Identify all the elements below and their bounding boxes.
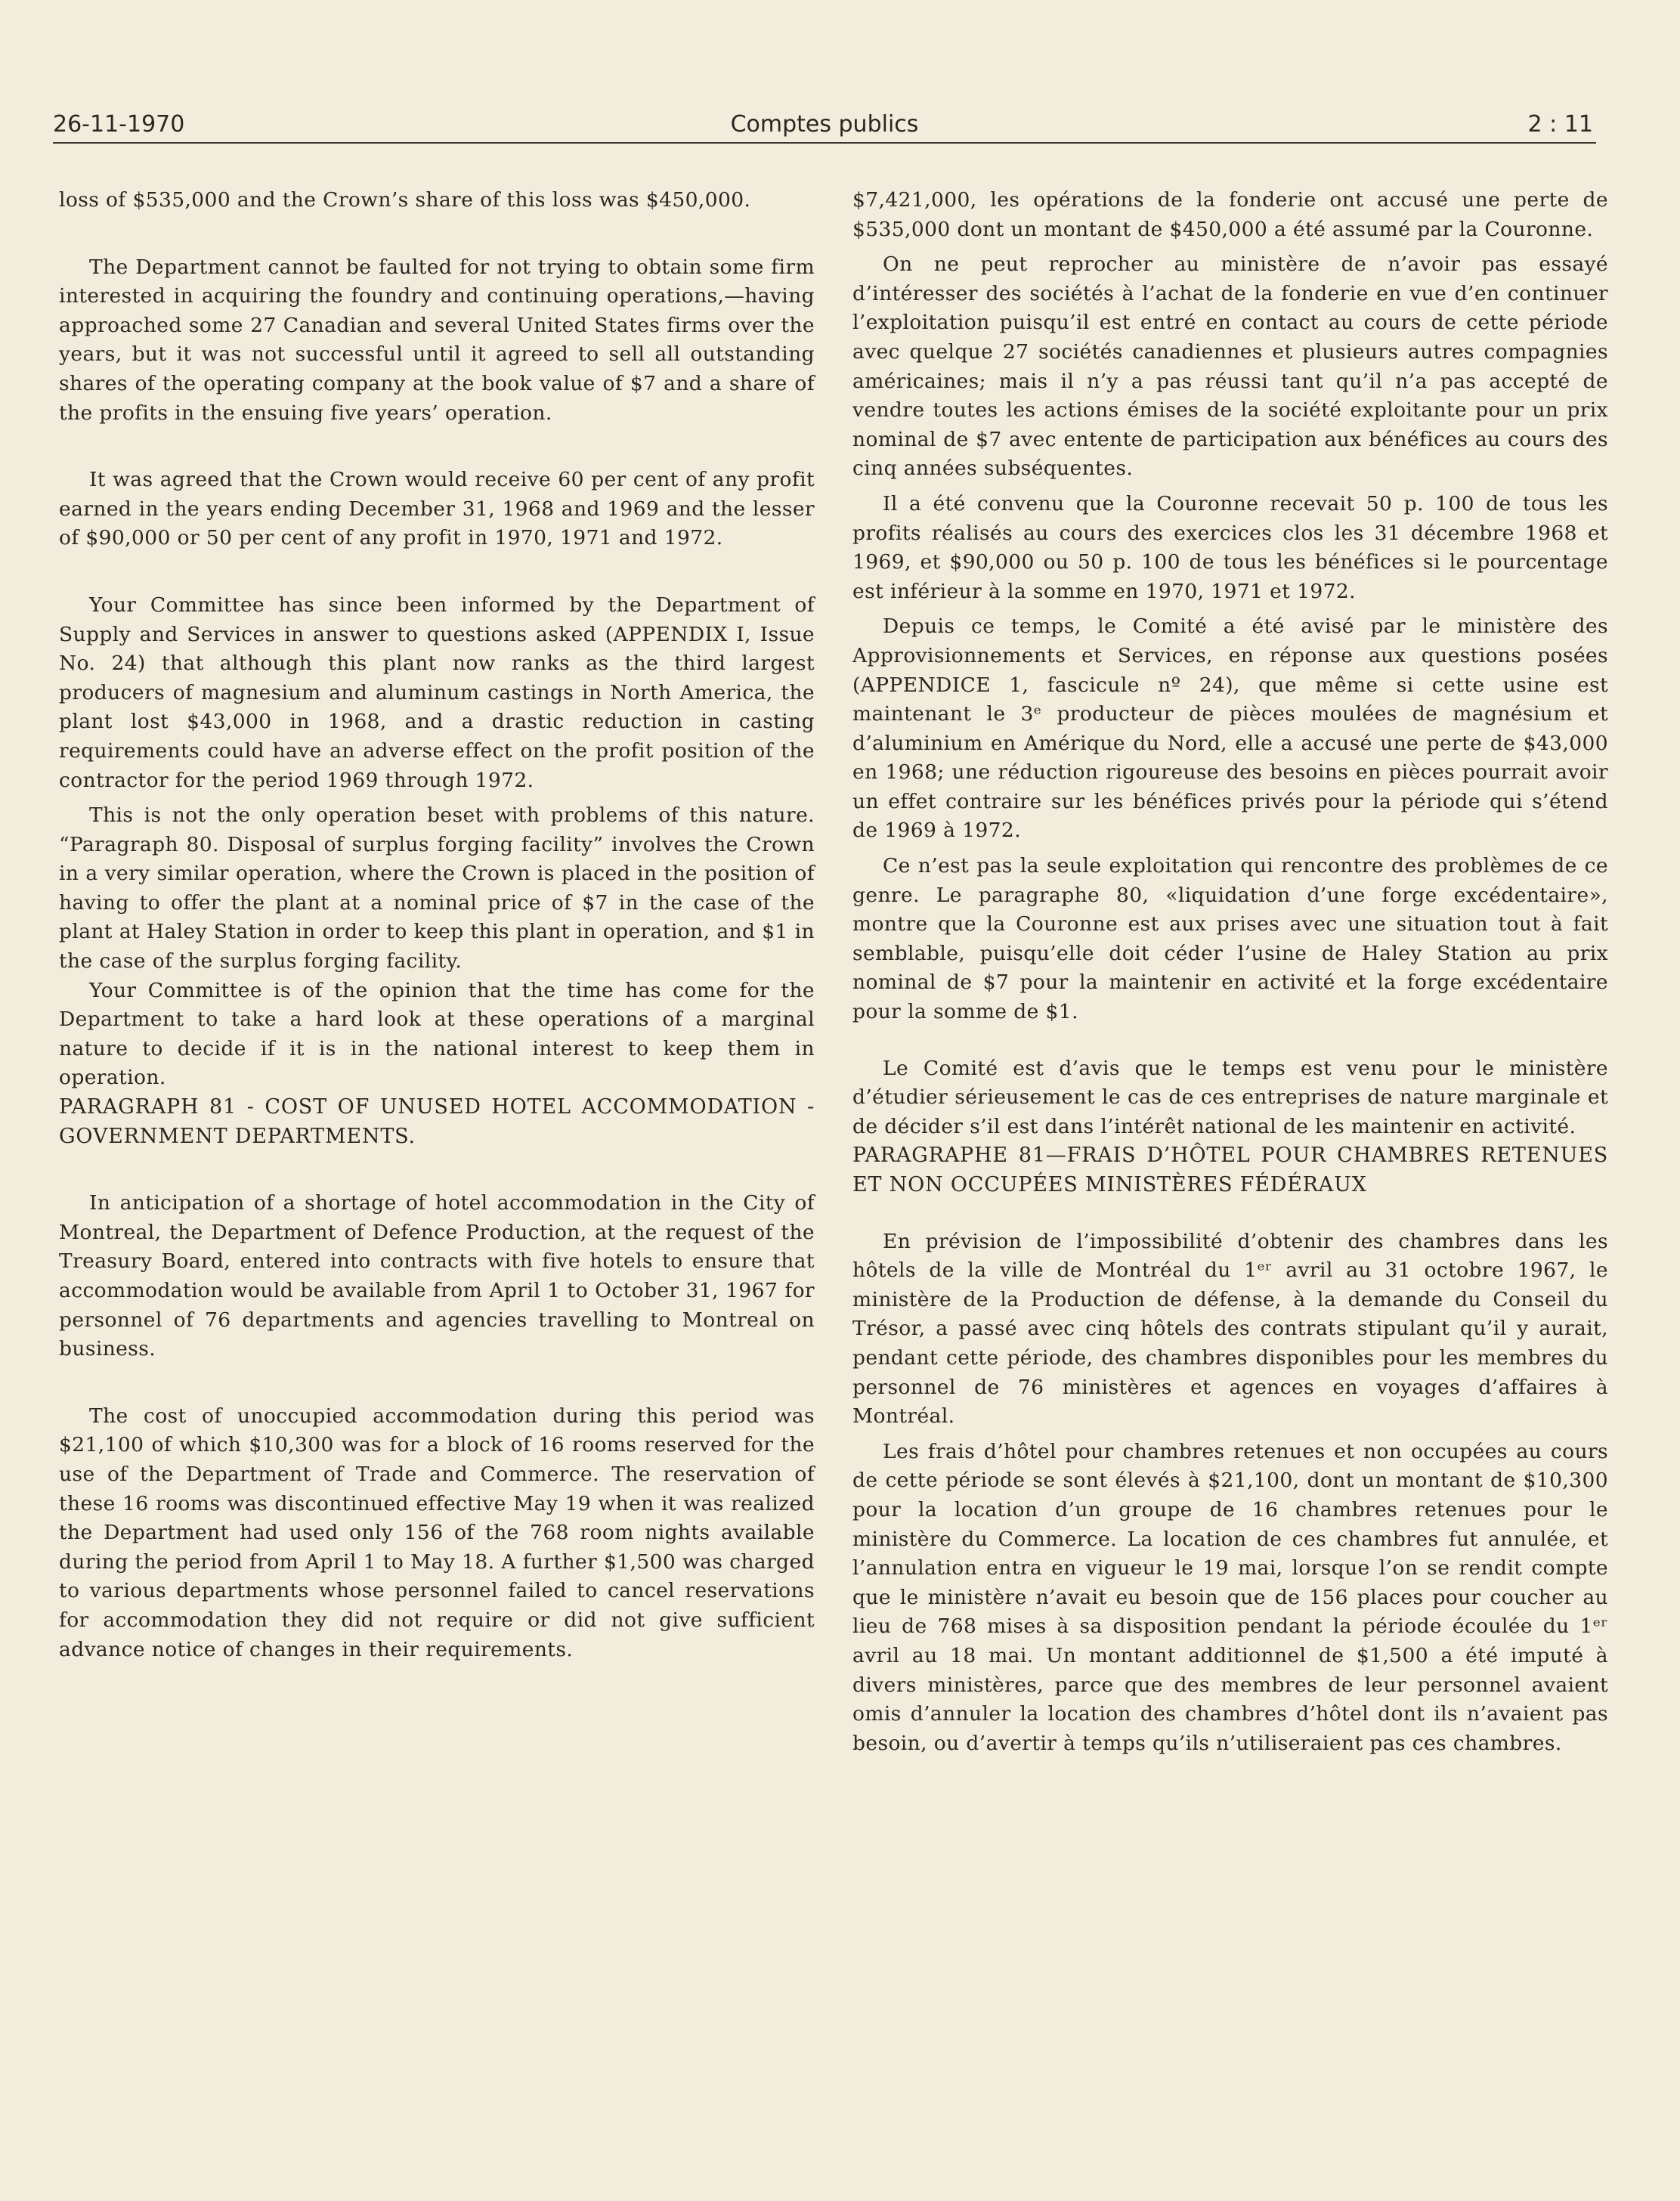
header-title: Comptes publics bbox=[730, 111, 919, 138]
fr-paragraph-4: Depuis ce temps, le Comité a été avisé par le ministère des Approvisionnements et Services, en réponse aux questions posées (APPENDICE 1, fascicule nº 24), que même si cette usine est maintenant le 3ᵉ producteur de pièces moulées de magnésium et d’aluminium en Amérique du Nord, elle a accusé une perte de $43,000 en 1968; une réduction rigoureuse des besoins en pièces pourrait avoir un effet contraire sur les bénéfices privés pour la période qui s’étend de 1969 à 1972. bbox=[852, 614, 1608, 843]
fr-paragraph-7: En prévision de l’impossibilité d’obtenir des chambres dans les hôtels de la ville de Montréal du 1ᵉʳ avril au 31 octobre 1967, le ministère de la Production de défense, à la demande du Conseil du Trésor, a passé avec cinq hôtels des contrats stipulant qu’il y aurait, pendant cette période, des chambres disponibles pour les membres du personnel de 76 ministères et agences en voyages d’affaires à Montréal. bbox=[852, 1229, 1608, 1429]
fr-paragraph-6: Le Comité est d’avis que le temps est venu pour le ministère d’étudier sérieusement le cas de ces entreprises de nature marginale et de décider s’il est dans l’intérêt national de les maintenir en activité. bbox=[852, 1056, 1608, 1138]
en-paragraph-8: The cost of unoccupied accommodation during this period was $21,100 of which $10,300 was for a block of 16 rooms reserved for the use of the Department of Trade and Commerce. The reservation of these 16 rooms was discontinued effective May 19 when it was realized the Department had used only 156 of the 768 room nights available during the period from April 1 to May 18. A further $1,500 was charged to various departments whose personnel failed to cancel reservations for accommodation they did not require or did not give sufficient advance notice of changes in their requirements. bbox=[59, 1404, 815, 1661]
en-paragraph-5: This is not the only operation beset with problems of this nature. “Paragraph 80. Disposal of surplus forging facility” involves the Crown in a very similar operation, where the Crown is placed in the position of having to offer the plant at a nominal price of $7 in the case of the plant at Haley Station in order to keep this plant in operation, and $1 in the case of the surplus forging facility. bbox=[59, 803, 815, 974]
fr-paragraph-1: $7,421,000, les opérations de la fonderie ont accusé une perte de $535,000 dont un montant de $450,000 a été assumé par la Couronne. bbox=[852, 188, 1608, 241]
page-header bbox=[53, 100, 1596, 144]
french-column bbox=[852, 186, 1608, 1758]
fr-paragraph-2: On ne peut reprocher au ministère de n’avoir pas essayé d’intéresser des sociétés à l’achat de la fonderie en vue d’en continuer l’exploitation puisqu’il est entré en contact au cours de cette période avec quelque 27 sociétés canadiennes et plusieurs autres compagnies américaines; mais il n’y a pas réussi tant qu’il n’a pas accepté de vendre toutes les actions émises de la société exploitante pour un prix nominal de $7 avec entente de participation aux bénéfices au cours des cinq années subséquentes. bbox=[852, 252, 1608, 481]
en-section-heading: PARAGRAPH 81 - COST OF UNUSED HOTEL ACCOMMODATION - GOVERNMENT DEPARTMENTS. bbox=[59, 1095, 815, 1148]
en-paragraph-4: Your Committee has since been informed by the Department of Supply and Services in answer to questions asked (APPENDIX I, Issue No. 24) that although this plant now ranks as the third largest producers of magnesium and aluminum castings in North America, the plant lost $43,000 in 1968, and a drastic reduction in casting requirements could have an adverse effect on the profit position of the contractor for the period 1969 through 1972. bbox=[59, 593, 815, 792]
header-date: 26-11-1970 bbox=[53, 111, 185, 138]
en-paragraph-7: In anticipation of a shortage of hotel accommodation in the City of Montreal, the Department of Defence Production, at the request of the Treasury Board, entered into contracts with five hotels to ensure that accommodation would be available from April 1 to October 31, 1967 for personnel of 76 departments and agencies travelling to Montreal on business. bbox=[59, 1191, 815, 1361]
header-page-number: 2 : 11 bbox=[1527, 111, 1593, 138]
english-column bbox=[59, 186, 815, 1664]
fr-section-heading: PARAGRAPHE 81—FRAIS D’HÔTEL POUR CHAMBRES RETENUES ET NON OCCUPÉES MINISTÈRES FÉDÉRAUX bbox=[852, 1144, 1608, 1196]
en-paragraph-1: loss of $535,000 and the Crown’s share of this loss was $450,000. bbox=[59, 188, 751, 212]
en-paragraph-2: The Department cannot be faulted for not trying to obtain some firm interested in acquiring the foundry and continuing operations,—having approached some 27 Canadian and several United States firms over the years, but it was not successful until it agreed to sell all outstanding shares of the operating company at the book value of $7 and a share of the profits in the ensuing five years’ operation. bbox=[59, 255, 815, 425]
fr-paragraph-5: Ce n’est pas la seule exploitation qui rencontre des problèmes de ce genre. Le paragraphe 80, «liquidation d’une forge excédentaire», montre que la Couronne est aux prises avec une situation tout à fait semblable, puisqu’elle doit céder l’usine de Haley Station au prix nominal de $7 pour la maintenir en activité et la forge excédentaire pour la somme de $1. bbox=[852, 854, 1608, 1024]
fr-paragraph-8: Les frais d’hôtel pour chambres retenues et non occupées au cours de cette période se sont élevés à $21,100, dont un montant de $10,300 pour la location d’un groupe de 16 chambres retenues pour le ministère du Commerce. La location de ces chambres fut annulée, et l’annulation entra en vigueur le 19 mai, lorsque l’on se rendit compte que le ministère n’avait eu besoin que de 156 places pour coucher au lieu de 768 mises à sa disposition pendant la période écoulée du 1ᵉʳ avril au 18 mai. Un montant additionnel de $1,500 a été imputé à divers ministères, parce que des membres de leur personnel avaient omis d’annuler la location des chambres d’hôtel dont ils n’avaient pas besoin, ou d’avertir à temps qu’ils n’utiliseraient pas ces chambres. bbox=[852, 1439, 1608, 1755]
en-paragraph-6: Your Committee is of the opinion that the time has come for the Department to take a hard look at these operations of a marginal nature to decide if it is in the national interest to keep them in operation. bbox=[59, 978, 815, 1090]
fr-paragraph-3: Il a été convenu que la Couronne recevait 50 p. 100 de tous les profits réalisés au cours des exercices clos les 31 décembre 1968 et 1969, et $90,000 ou 50 p. 100 de tous les bénéfices si le pourcentage est inférieur à la somme en 1970, 1971 et 1972. bbox=[852, 491, 1608, 603]
en-paragraph-3: It was agreed that the Crown would receive 60 per cent of any profit earned in the years ending December 31, 1968 and 1969 and the lesser of $90,000 or 50 per cent of any profit in 1970, 1971 and 1972. bbox=[59, 468, 815, 550]
